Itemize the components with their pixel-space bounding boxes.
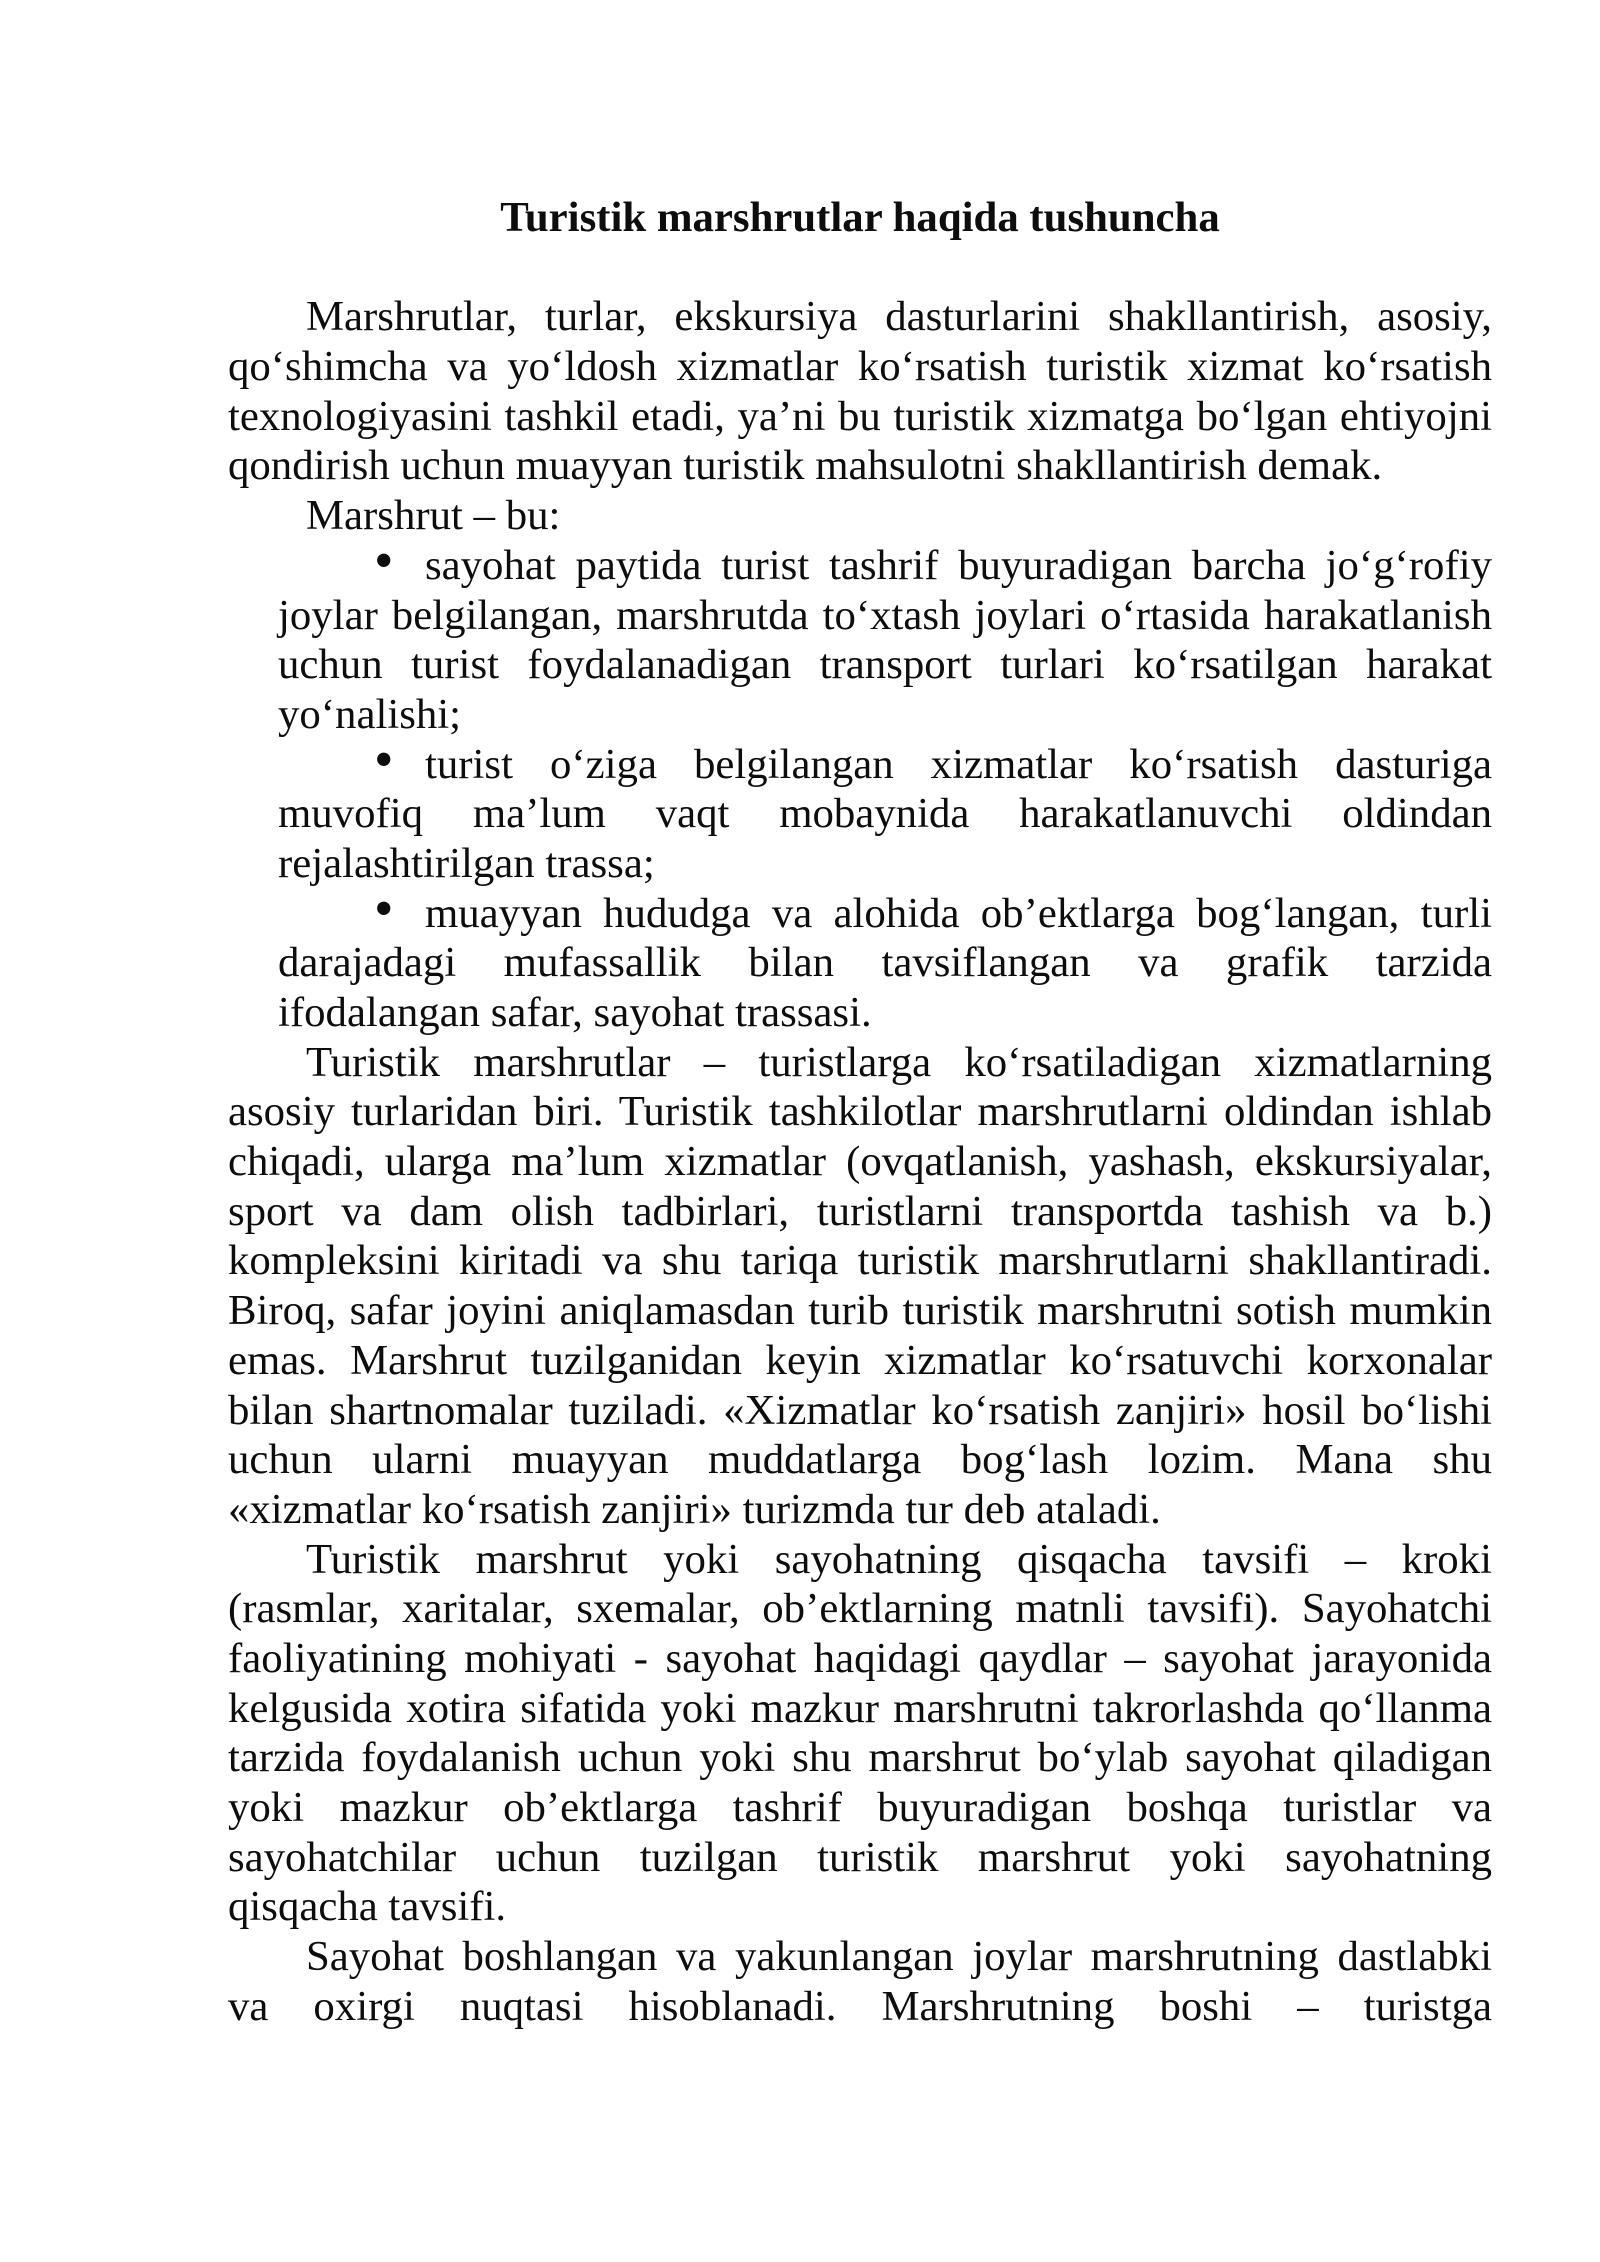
bullet-line: rejalashtirilgan trassa;	[278, 839, 655, 887]
bullet-line: joylar belgilangan, marshrutda to‘xtash joylari o‘rtasida harakatlanish	[278, 591, 1492, 639]
paragraph-line: kompleksini kiritadi va shu tariqa turistik marshrutlarni shakllantiradi.	[228, 1237, 1492, 1285]
paragraph	[228, 1535, 1492, 1933]
bullet-line: ifodalangan safar, sayohat trassasi.	[278, 989, 872, 1036]
definition-lead	[228, 491, 1492, 541]
paragraph	[228, 292, 1492, 491]
paragraph-line: yoki mazkur ob’ektlarga tashrif buyuradigan boshqa turistlar va	[228, 1784, 1492, 1831]
bullet-first-line: • sayohat paytida turist tashrif buyuradigan barcha jo‘g‘rofiy	[374, 529, 1492, 592]
bullet-item	[228, 728, 1492, 889]
paragraph-line: «xizmatlar ko‘rsatish zanjiri» turizmda tur deb ataladi.	[228, 1485, 1161, 1533]
paragraph-line: asosiy turlaridan biri. Turistik tashkilotlar marshrutlarni oldindan ishlab	[228, 1088, 1492, 1136]
paragraph-line: uchun ularni muayyan muddatlarga bog‘lash lozim. Mana shu	[228, 1436, 1492, 1484]
bullet-line-text: turist o‘ziga belgilangan xizmatlar ko‘rsatish dasturiga	[425, 740, 1492, 788]
page-title: Turistik marshrutlar haqida tushuncha	[500, 194, 1220, 241]
paragraph-line: sport va dam olish tadbirlari, turistlarni transportda tashish va b.)	[228, 1187, 1492, 1235]
paragraph-line: Turistik marshrutlar – turistlarga ko‘rsatiladigan xizmatlarning	[306, 1038, 1492, 1086]
paragraph-line: qondirish uchun muayyan turistik mahsulotni shakllantirish demak.	[228, 442, 1383, 490]
bullet-first-line: • turist o‘ziga belgilangan xizmatlar ko‘rsatish dasturiga	[374, 728, 1492, 791]
paragraph-line: kelgusida xotira sifatida yoki mazkur marshrutni takrorlashda qo‘llanma	[228, 1684, 1492, 1732]
paragraph-line: Marshrut – bu:	[306, 492, 561, 540]
paragraph-line: Marshrutlar, turlar, ekskursiya dasturlarini shakllantirish, asosiy,	[306, 293, 1492, 341]
document-body	[228, 193, 1492, 2031]
paragraph-line: va oxirgi nuqtasi hisoblanadi. Marshrutning boshi – turistga	[228, 1982, 1492, 2030]
paragraph	[228, 1038, 1492, 1535]
paragraph-line: tarzida foydalanish uchun yoki shu marshrut bo‘ylab sayohat qiladigan	[228, 1734, 1492, 1782]
bullet-line: uchun turist foydalanadigan transport turlari ko‘rsatilgan harakat	[278, 641, 1492, 689]
bullet-line: darajadagi mufassallik bilan tavsiflangan va grafik tarzida	[278, 939, 1492, 987]
bullet-line: muvofiq ma’lum vaqt mobaynida harakatlanuvchi oldindan	[278, 790, 1492, 838]
bullet-line-text: sayohat paytida turist tashrif buyuradigan barcha jo‘g‘rofiy	[425, 541, 1492, 589]
paragraph-line: faoliyatining mohiyati - sayohat haqidagi qaydlar – sayohat jarayonida	[228, 1634, 1492, 1682]
paragraph-line: sayohatchilar uchun tuzilgan turistik marshrut yoki sayohatning	[228, 1833, 1492, 1881]
paragraph-line: (rasmlar, xaritalar, sxemalar, ob’ektlarning matnli tavsifi). Sayohatchi	[228, 1585, 1492, 1633]
bullet-first-line: • muayyan hududga va alohida ob’ektlarga bog‘langan, turli	[374, 877, 1492, 940]
paragraph-line: Sayohat boshlangan va yakunlangan joylar marshrutning dastlabki	[306, 1933, 1492, 1981]
paragraph-line: qo‘shimcha va yo‘ldosh xizmatlar ko‘rsatish turistik xizmat ko‘rsatish	[228, 343, 1492, 391]
paragraph-line: texnologiyasini tashkil etadi, ya’ni bu turistik xizmatga bo‘lgan ehtiyojni	[228, 392, 1492, 440]
bullet-line-text: muayyan hududga va alohida ob’ektlarga bog‘langan, turli	[425, 889, 1492, 937]
paragraph-line: Turistik marshrut yoki sayohatning qisqacha tavsifi – kroki	[306, 1535, 1492, 1583]
paragraph-line: qisqacha tavsifi.	[228, 1883, 507, 1931]
paragraph	[228, 1932, 1492, 2031]
paragraph-line: chiqadi, ularga ma’lum xizmatlar (ovqatlanish, yashash, ekskursiyalar,	[228, 1138, 1492, 1186]
definition-list	[228, 529, 1492, 1038]
paragraph-line: emas. Marshrut tuzilganidan keyin xizmatlar ko‘rsatuvchi korxonalar	[228, 1336, 1492, 1384]
bullet-item	[228, 529, 1492, 740]
paragraph-line: bilan shartnomalar tuziladi. «Xizmatlar ko‘rsatish zanjiri» hosil bo‘lishi	[228, 1386, 1492, 1434]
paragraph-line: Biroq, safar joyini aniqlamasdan turib turistik marshrutni sotish mumkin	[228, 1287, 1492, 1335]
bullet-item	[228, 877, 1492, 1038]
bullet-line: yo‘nalishi;	[278, 690, 462, 738]
